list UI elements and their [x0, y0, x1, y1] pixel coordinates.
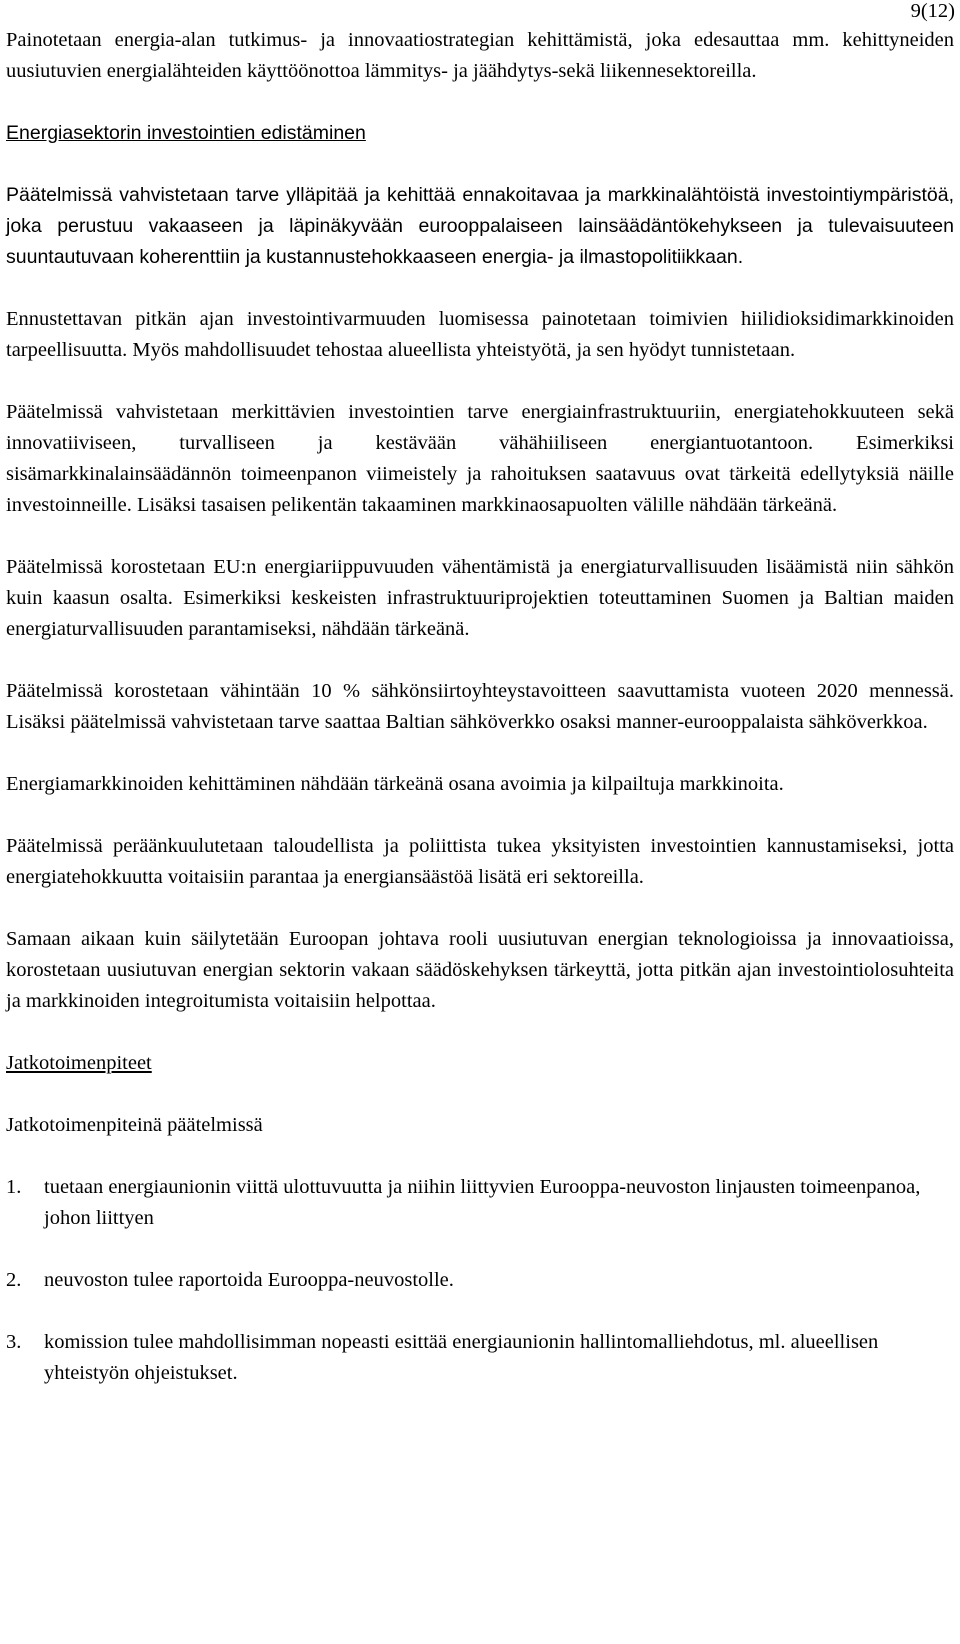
paragraph: Energiamarkkinoiden kehittäminen nähdään tärkeänä osana avoimia ja kilpailtuja markkinoita. — [6, 773, 784, 795]
list-item-number: 1. — [6, 1176, 22, 1198]
paragraph: Ennustettavan pitkän ajan investointivarmuuden luomisessa painotetaan toimivien hiilidioksidimarkkinoiden tarpeellisuutta. Myös mahdollisuudet tehostaa alueellista yhteistyötä, ja sen hyödyt tunnistetaan. — [6, 308, 954, 361]
paragraph: Päätelmissä korostetaan EU:n energiariippuvuuden vähentämistä ja energiaturvallisuuden lisäämistä niin sähkön kuin kaasun osalta. Esimerkiksi keskeisten infrastruktuuriprojektien toteuttaminen Suomen ja Baltian maiden energiaturvallisuuden parantamiseksi, nähdään tärkeänä. — [6, 556, 954, 640]
list-item — [6, 1265, 954, 1296]
list-item — [6, 1172, 954, 1234]
paragraph: Päätelmissä korostetaan vähintään 10 % sähkönsiirtoyhteystavoitteen saavuttamista vuoteen 2020 mennessä. Lisäksi päätelmissä vahvistetaan tarve saattaa Baltian sähköverkko osaksi manner-eurooppalaista sähköverkkoa. — [6, 680, 954, 733]
list-item-number: 3. — [6, 1331, 22, 1353]
list-item-text: tuetaan energiaunionin viittä ulottuvuutta ja niihin liittyvien Eurooppa-neuvoston linjausten toimeenpanoa, johon liittyen — [44, 1176, 921, 1229]
list-item-text: neuvoston tulee raportoida Eurooppa-neuvostolle. — [44, 1269, 454, 1291]
page-number: 9(12) — [910, 0, 955, 22]
paragraph: Päätelmissä vahvistetaan merkittävien investointien tarve energiainfrastruktuuriin, energiatehokkuuteen sekä innovatiiviseen, turvalliseen ja kestävään vähähiiliseen energiantuotantoon. Esimerkiksi sisämarkkinalainsäädännön toimeenpanon viimeistely ja rahoituksen saatavuus ovat tärkeitä edellytyksiä näille investoinneille. Lisäksi tasaisen pelikentän takaaminen markkinaosapuolten välille nähdään tärkeänä. — [6, 401, 954, 516]
follow-up-lead: Jatkotoimenpiteinä päätelmissä — [6, 1114, 263, 1136]
paragraph-investment-environment: Päätelmissä vahvistetaan tarve ylläpitää ja kehittää ennakoitavaa ja markkinalähtöistä investointiympäristöä, joka perustuu vakaaseen ja läpinäkyvään eurooppalaiseen lainsäädäntökehykseen ja tulevaisuuteen suuntautuvaan koherenttiin ja kustannustehokkaaseen energia- ja ilmastopolitiikkaan. — [6, 184, 954, 268]
list-item-number: 2. — [6, 1269, 22, 1291]
paragraph: Samaan aikaan kuin säilytetään Euroopan johtava rooli uusiutuvan energian teknologioissa ja innovaatioissa, korostetaan uusiutuvan energian sektorin vakaan säädöskehyksen tärkeyttä, jotta pitkän ajan investointiolosuhteita ja markkinoiden integroitumista voitaisiin helpottaa. — [6, 928, 954, 1012]
intro-paragraph: Painotetaan energia-alan tutkimus- ja innovaatiostrategian kehittämistä, joka edesauttaa mm. kehittyneiden uusiutuvien energialähteiden käyttöönottoa lämmitys- ja jäähdytys-sekä liikennesektoreilla. — [6, 29, 954, 82]
section-heading-investments: Energiasektorin investointien edistäminen — [6, 122, 366, 144]
document-page — [6, 25, 954, 1420]
list-item-text: komission tulee mahdollisimman nopeasti esittää energiaunionin hallintomalliehdotus, ml. alueellisen yhteistyön ohjeistukset. — [44, 1331, 879, 1384]
paragraph: Päätelmissä peräänkuulutetaan taloudellista ja poliittista tukea yksityisten investointien kannustamiseksi, jotta energiatehokkuutta voitaisiin parantaa ja energiansäästöä lisätä eri sektoreilla. — [6, 835, 954, 888]
follow-up-list — [6, 1172, 954, 1389]
section-heading-follow-up: Jatkotoimenpiteet — [6, 1052, 152, 1074]
list-item — [6, 1327, 954, 1389]
